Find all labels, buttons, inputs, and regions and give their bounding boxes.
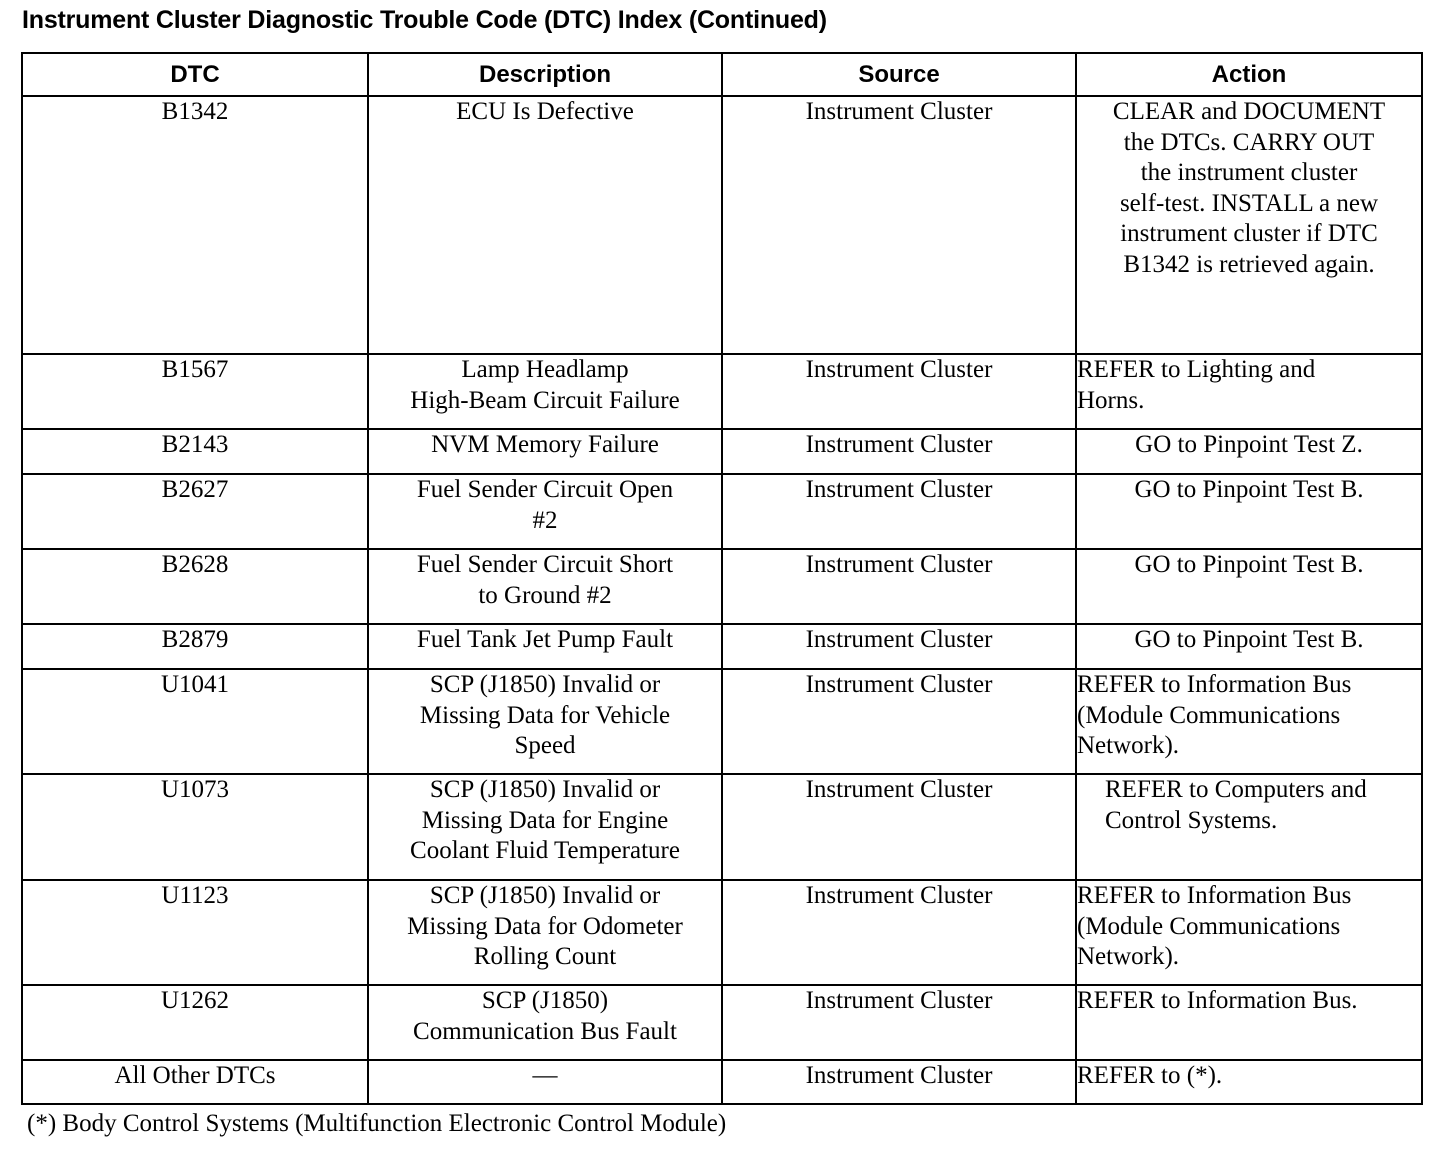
dtc-source: Instrument Cluster <box>805 431 993 458</box>
dtc-description: ECU Is Defective <box>456 98 634 125</box>
dtc-code: B2879 <box>161 626 229 653</box>
dtc-action: REFER to Lighting and Horns. <box>1077 356 1316 414</box>
source-cell <box>722 1060 1076 1104</box>
column-header-action: Action <box>1076 53 1422 96</box>
source-cell <box>722 474 1076 549</box>
column-header-source: Source <box>722 53 1076 96</box>
action-cell <box>1076 624 1422 669</box>
column-header-dtc: DTC <box>22 53 368 96</box>
dtc-cell <box>22 429 368 474</box>
description-cell <box>368 96 722 354</box>
dtc-action: REFER to Information Bus (Module Communications Network). <box>1077 882 1352 970</box>
dtc-description: Fuel Sender Circuit Open #2 <box>416 476 674 534</box>
dtc-code: All Other DTCs <box>114 1062 276 1089</box>
dtc-description: Fuel Sender Circuit Short to Ground #2 <box>416 551 674 609</box>
dtc-source: Instrument Cluster <box>805 98 993 125</box>
table-row <box>22 1060 1422 1104</box>
dtc-description: NVM Memory Failure <box>431 431 659 458</box>
source-cell <box>722 624 1076 669</box>
dtc-action: REFER to Computers and Control Systems. <box>1105 776 1367 834</box>
dtc-action: GO to Pinpoint Test B. <box>1134 551 1364 578</box>
dtc-action: REFER to Information Bus (Module Communications Network). <box>1077 671 1352 759</box>
table-row <box>22 669 1422 774</box>
description-cell <box>368 474 722 549</box>
dtc-index-table <box>21 52 1423 1105</box>
dtc-description: SCP (J1850) Invalid or Missing Data for Engine Coolant Fluid Temperature <box>410 776 680 864</box>
dtc-code: B2628 <box>161 551 229 578</box>
dtc-description: SCP (J1850) Invalid or Missing Data for Vehicle Speed <box>419 671 671 759</box>
description-cell <box>368 985 722 1060</box>
dtc-description: SCP (J1850) Communication Bus Fault <box>413 987 677 1045</box>
action-cell <box>1076 549 1422 624</box>
column-header-description: Description <box>368 53 722 96</box>
dtc-cell <box>22 549 368 624</box>
page-title: Instrument Cluster Diagnostic Trouble Code (DTC) Index (Continued) <box>22 6 827 34</box>
dtc-cell <box>22 880 368 985</box>
dtc-description: SCP (J1850) Invalid or Missing Data for Odometer Rolling Count <box>407 882 683 970</box>
dtc-source: Instrument Cluster <box>805 551 993 578</box>
source-cell <box>722 96 1076 354</box>
dtc-source: Instrument Cluster <box>805 626 993 653</box>
table-row <box>22 429 1422 474</box>
action-cell <box>1076 354 1422 429</box>
table-row <box>22 549 1422 624</box>
dtc-cell <box>22 1060 368 1104</box>
table-row <box>22 774 1422 880</box>
description-cell <box>368 1060 722 1104</box>
dtc-cell <box>22 624 368 669</box>
footnote: (*) Body Control Systems (Multifunction Electronic Control Module) <box>27 1110 727 1137</box>
dtc-cell <box>22 354 368 429</box>
action-cell <box>1076 96 1422 354</box>
table-row <box>22 96 1422 354</box>
table-row <box>22 985 1422 1060</box>
dtc-source: Instrument Cluster <box>805 882 993 909</box>
dtc-code: U1073 <box>160 776 230 803</box>
dtc-cell <box>22 985 368 1060</box>
dtc-code: B1567 <box>161 356 229 383</box>
dtc-code: B1342 <box>161 98 229 125</box>
description-cell <box>368 669 722 774</box>
dtc-action: REFER to Information Bus. <box>1077 987 1358 1014</box>
dtc-code: B2143 <box>161 431 229 458</box>
dtc-cell <box>22 474 368 549</box>
table-row <box>22 624 1422 669</box>
source-cell <box>722 429 1076 474</box>
dtc-code: U1262 <box>160 987 230 1014</box>
dtc-cell <box>22 669 368 774</box>
description-cell <box>368 354 722 429</box>
source-cell <box>722 774 1076 880</box>
action-cell <box>1076 985 1422 1060</box>
description-cell <box>368 549 722 624</box>
action-cell <box>1076 880 1422 985</box>
dtc-source: Instrument Cluster <box>805 671 993 698</box>
source-cell <box>722 354 1076 429</box>
dtc-action: GO to Pinpoint Test Z. <box>1135 431 1363 458</box>
description-cell <box>368 774 722 880</box>
dtc-action: GO to Pinpoint Test B. <box>1134 476 1364 503</box>
description-cell <box>368 429 722 474</box>
description-cell <box>368 624 722 669</box>
table-row <box>22 880 1422 985</box>
table-row <box>22 354 1422 429</box>
dtc-description: Fuel Tank Jet Pump Fault <box>416 626 674 653</box>
source-cell <box>722 549 1076 624</box>
dtc-source: Instrument Cluster <box>805 476 993 503</box>
dtc-description: — <box>532 1062 558 1089</box>
action-cell <box>1076 1060 1422 1104</box>
dtc-action: CLEAR and DOCUMENT the DTCs. CARRY OUT the instrument cluster self-test. INSTALL a new instrument cluster if DTC B1342 is retrieved again. <box>1112 98 1386 278</box>
table-header-row <box>22 53 1422 96</box>
dtc-action: GO to Pinpoint Test B. <box>1134 626 1364 653</box>
source-cell <box>722 985 1076 1060</box>
source-cell <box>722 880 1076 985</box>
dtc-code: B2627 <box>161 476 229 503</box>
table-row <box>22 474 1422 549</box>
dtc-code: U1041 <box>160 671 230 698</box>
action-cell <box>1076 474 1422 549</box>
dtc-source: Instrument Cluster <box>805 776 993 803</box>
dtc-code: U1123 <box>161 882 229 909</box>
action-cell <box>1076 774 1422 880</box>
dtc-source: Instrument Cluster <box>805 356 993 383</box>
dtc-source: Instrument Cluster <box>805 987 993 1014</box>
description-cell <box>368 880 722 985</box>
dtc-source: Instrument Cluster <box>805 1062 993 1089</box>
action-cell <box>1076 669 1422 774</box>
dtc-cell <box>22 96 368 354</box>
action-cell <box>1076 429 1422 474</box>
source-cell <box>722 669 1076 774</box>
dtc-cell <box>22 774 368 880</box>
dtc-action: REFER to (*). <box>1077 1062 1223 1089</box>
dtc-description: Lamp Headlamp High-Beam Circuit Failure <box>410 356 680 414</box>
